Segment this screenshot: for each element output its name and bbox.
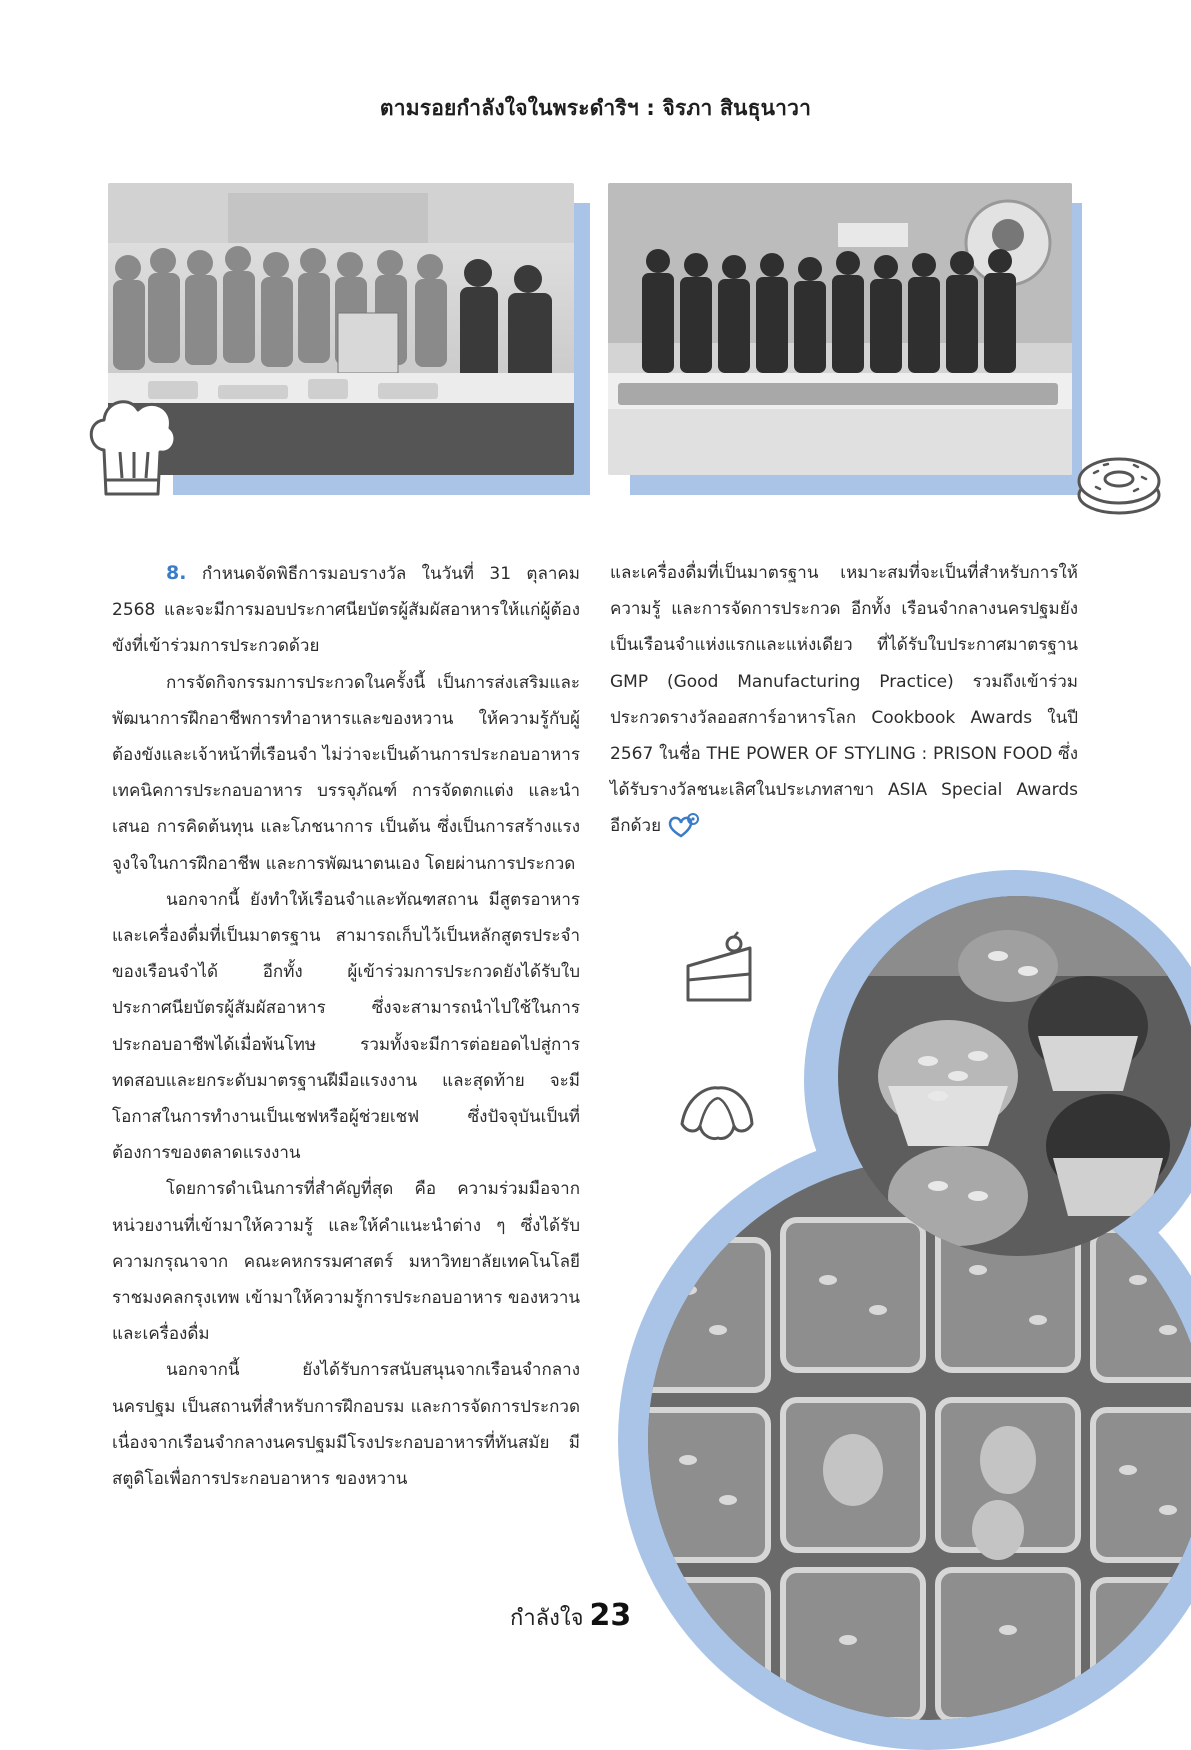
paragraph: นอกจากนี้ ยังได้รับการสนับสนุนจากเรือนจำกลางนครปฐม เป็นสถานที่สำหรับการฝึกอบรม และการจัดการประกวด เนื่องจากเรือนจำกลางนครปฐมมีโรงประกอบอาหารที่ทันสมัย มีสตูดิโอเพื่อการประกอบอาหาร ของหวาน <box>112 1360 580 1490</box>
photo-tray-cakes <box>648 1160 1191 1720</box>
heart-flower-icon <box>666 812 700 840</box>
page-number: 23 <box>589 1598 632 1633</box>
chef-hat-icon <box>84 390 180 505</box>
list-number: 8. <box>166 562 187 584</box>
right-text-column <box>610 555 1078 845</box>
photo-muffins <box>838 896 1191 1256</box>
cake-slice-icon <box>682 930 758 1010</box>
paragraph: และเครื่องดื่มที่เป็นมาตรฐาน เหมาะสมที่จะเป็นที่สำหรับการให้ความรู้ และการจัดการประกวด อีกทั้ง เรือนจำกลางนครปฐมยังเป็นเรือนจำแห่งแรกและแห่งเดียว ที่ได้รับใบประกาศมาตรฐาน GMP (Good Manufacturing Practice) รวมถึงเข้าร่วมประกวดรางวัลออสการ์อาหารโลก Cookbook Awards ในปี 2567 ในชื่อ THE POWER OF STYLING : PRISON FOOD ซึ่งได้รับรางวัลชนะเลิศในประเภทสาขา ASIA Special Awards อีกด้วย <box>610 555 1078 845</box>
paragraph: การจัดกิจกรรมการประกวดในครั้งนี้ เป็นการส่งเสริมและพัฒนาการฝึกอาชีพการทำอาหารและของหวาน ให้ความรู้กับผู้ต้องขังและเจ้าหน้าที่เรือนจำ ไม่ว่าจะเป็นด้านการประกอบอาหาร เทคนิคการประกอบอาหาร บรรจุภัณฑ์ การจัดตกแต่ง และนำเสนอ การคิดต้นทุน และโภชนาการ เป็นต้น ซึ่งเป็นการสร้างแรงจูงใจในการฝึกอาชีพ และการพัฒนาตนเอง โดยผ่านการประกวด <box>112 672 580 874</box>
left-text-column <box>112 555 580 1497</box>
paragraph-item-8: 8. กำหนดจัดพิธีการมอบรางวัล ในวันที่ 31 ตุลาคม 2568 และจะมีการมอบประกาศนียบัตรผู้สัมผัสอาหารให้แก่ผู้ต้องขังที่เข้าร่วมการประกวดด้วย <box>112 562 580 657</box>
photo-group-award <box>608 183 1072 475</box>
footer-label: กำลังใจ <box>510 1606 584 1631</box>
photo-frame-left <box>108 183 590 495</box>
page-footer <box>510 1598 631 1635</box>
paragraph: โดยการดำเนินการที่สำคัญที่สุด คือ ความร่วมมือจากหน่วยงานที่เข้ามาให้ความรู้ และให้คำแนะนำต่าง ๆ ซึ่งได้รับความกรุณาจาก คณะคหกรรมศาสตร์ มหาวิทยาลัยเทคโนโลยีราชมงคลกรุงเทพ เข้ามาให้ความรู้การประกอบอาหาร ของหวาน และเครื่องดื่ม <box>112 1179 580 1345</box>
croissant-icon <box>676 1080 758 1146</box>
donut-icon <box>1074 445 1164 521</box>
paragraph: นอกจากนี้ ยังทำให้เรือนจำและทัณฑสถาน มีสูตรอาหาร และเครื่องดื่มที่เป็นมาตรฐาน สามารถเก็บไว้เป็นหลักสูตรประจำของเรือนจำได้ อีกทั้ง ผู้เข้าร่วมการประกวดยังได้รับใบประกาศนียบัตรผู้สัมผัสอาหาร ซึ่งจะสามารถนำไปใช้ในการประกอบอาชีพได้เมื่อพ้นโทษ รวมทั้งจะมีการต่อยอดไปสู่การทดสอบและยกระดับมาตรฐานฝีมือแรงงาน และสุดท้าย จะมีโอกาสในการทำงานเป็นเชฟหรือผู้ช่วยเชฟ ซึ่งปัจจุบันเป็นที่ต้องการของตลาดแรงงาน <box>112 889 580 1164</box>
page-header-title: ตามรอยกำลังใจในพระดำริฯ : จิรภา สินธุนาวา <box>379 96 812 120</box>
photo-frame-right <box>608 183 1082 495</box>
